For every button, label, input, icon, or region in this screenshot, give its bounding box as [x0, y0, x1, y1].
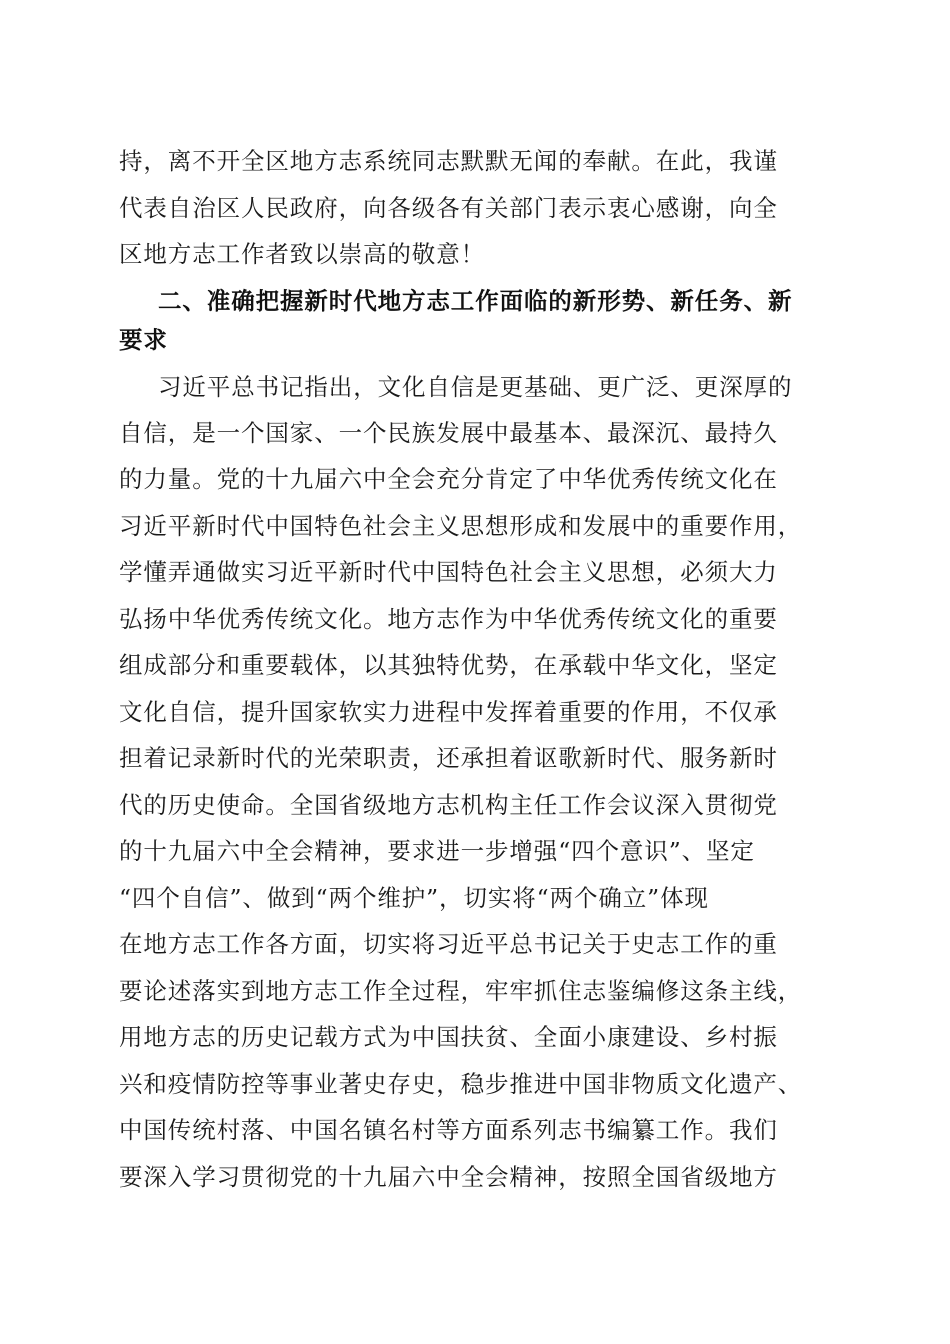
paragraph-line: 的力量。党的十九届六中全会充分肯定了中华优秀传统文化在	[119, 465, 778, 493]
paragraph-line: 要深入学习贯彻党的十九届六中全会精神，按照全国省级地方	[119, 1163, 778, 1191]
paragraph-line: 自信，是一个国家、一个民族发展中最基本、最深沉、最持久	[119, 419, 778, 447]
section-heading: 二、准确把握新时代地方志工作面临的新形势、新任务、新	[158, 287, 793, 315]
paragraph-line: 的十九届六中全会精神，要求进一步增强“四个意识”、坚定	[119, 837, 755, 865]
paragraph-line: 担着记录新时代的光荣职责，还承担着讴歌新时代、服务新时	[119, 744, 778, 772]
paragraph-line: 持，离不开全区地方志系统同志默默无闻的奉献。在此，我谨	[119, 147, 778, 175]
paragraph-line: 代的历史使命。全国省级地方志机构主任工作会议深入贯彻党	[119, 791, 778, 819]
paragraph-line: 文化自信，提升国家软实力进程中发挥着重要的作用，不仅承	[119, 698, 778, 726]
paragraph-line: “四个自信”、做到“两个维护”，切实将“两个确立”体现	[119, 884, 709, 912]
paragraph-line: 弘扬中华优秀传统文化。地方志作为中华优秀传统文化的重要	[119, 605, 778, 633]
paragraph-line: 用地方志的历史记载方式为中国扶贫、全面小康建设、乡村振	[119, 1023, 778, 1051]
paragraph-line: 中国传统村落、中国名镇名村等方面系列志书编纂工作。我们	[119, 1116, 778, 1144]
section-heading: 要求	[119, 326, 168, 354]
paragraph-line: 组成部分和重要载体，以其独特优势，在承载中华文化，坚定	[119, 651, 778, 679]
paragraph-line: 习近平总书记指出，文化自信是更基础、更广泛、更深厚的	[158, 373, 793, 401]
paragraph-line: 区地方志工作者致以崇高的敬意！	[119, 240, 485, 268]
paragraph-line: 兴和疫情防控等事业著史存史，稳步推进中国非物质文化遗产、	[119, 1070, 803, 1098]
paragraph-line: 习近平新时代中国特色社会主义思想形成和发展中的重要作用，	[119, 512, 803, 540]
paragraph-line: 代表自治区人民政府，向各级各有关部门表示衷心感谢，向全	[119, 194, 778, 222]
paragraph-line: 学懂弄通做实习近平新时代中国特色社会主义思想，必须大力	[119, 558, 778, 586]
paragraph-line: 要论述落实到地方志工作全过程，牢牢抓住志鉴编修这条主线，	[119, 977, 803, 1005]
paragraph-line: 在地方志工作各方面，切实将习近平总书记关于史志工作的重	[119, 930, 778, 958]
